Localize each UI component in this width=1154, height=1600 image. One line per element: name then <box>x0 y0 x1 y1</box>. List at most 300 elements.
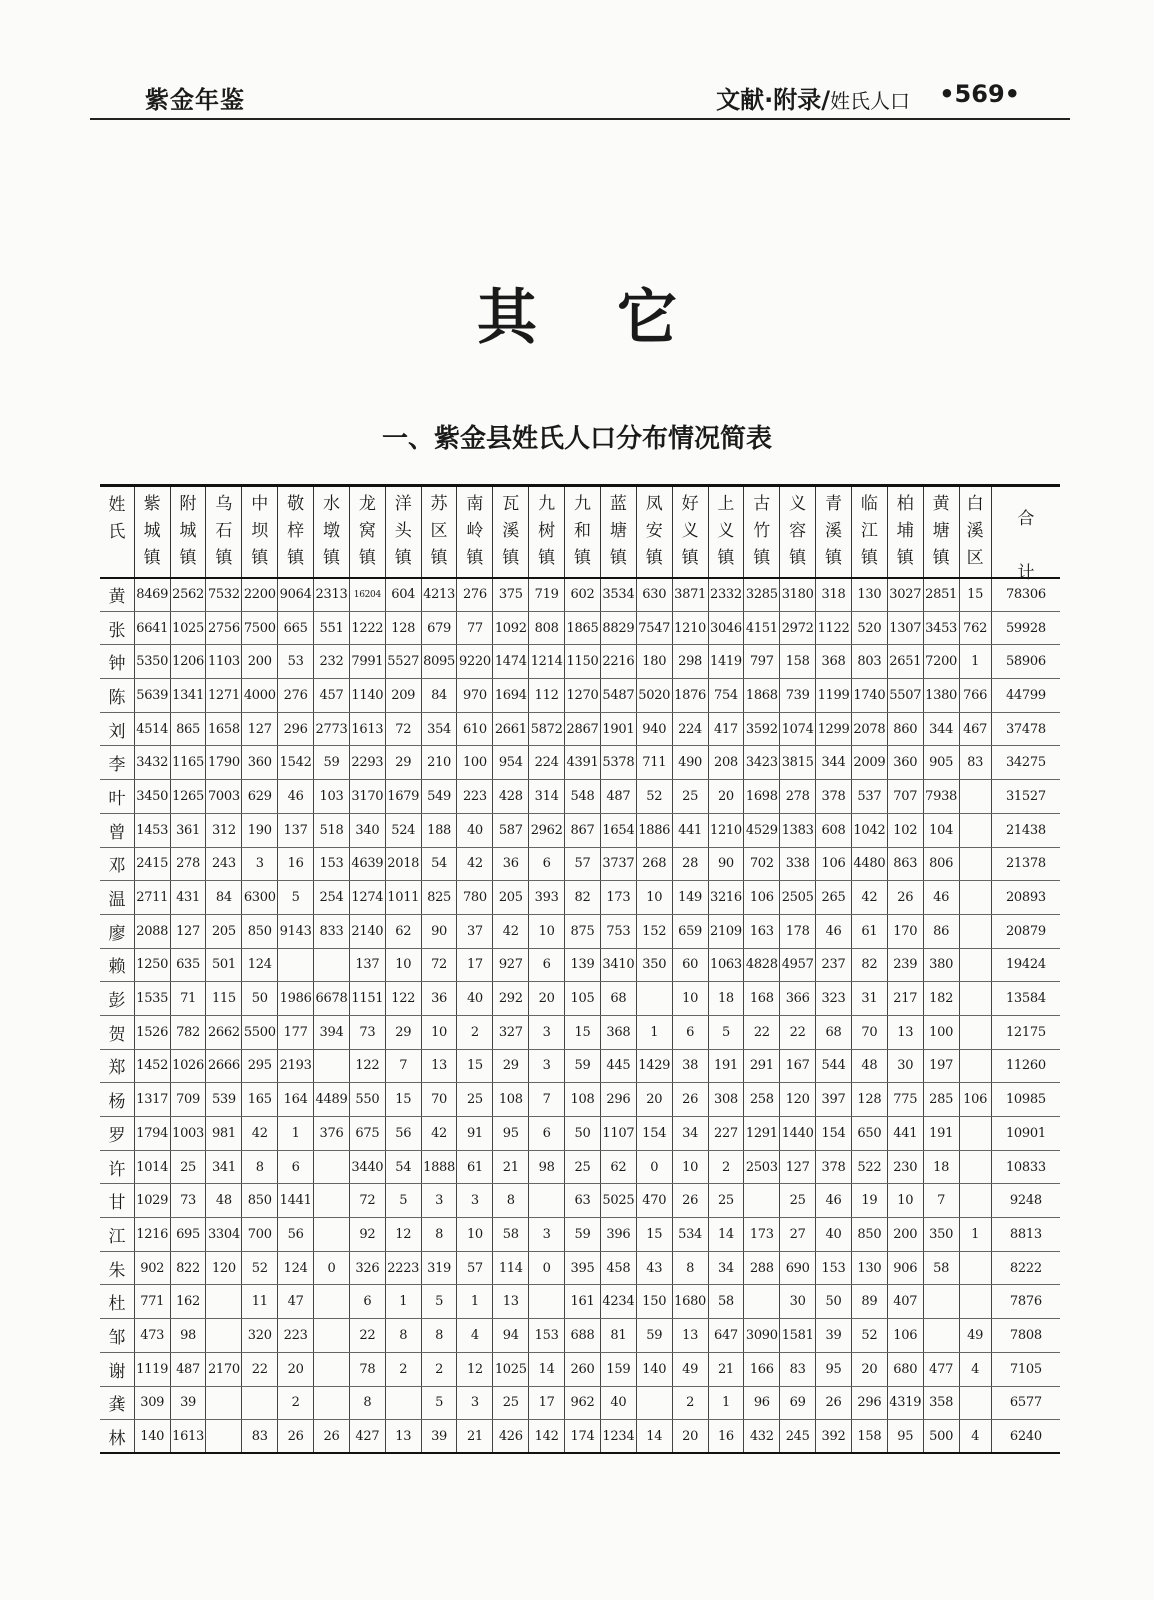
value-cell: 180 <box>636 645 672 679</box>
table-row <box>100 982 1060 1016</box>
total-cell: 37478 <box>991 712 1060 746</box>
value-cell: 11 <box>242 1285 278 1319</box>
value-cell: 680 <box>887 1352 923 1386</box>
book-title: 紫金年鉴 <box>145 86 245 114</box>
total-cell: 10833 <box>991 1150 1060 1184</box>
total-cell: 7876 <box>991 1285 1060 1319</box>
surname-cell: 黄 <box>100 578 134 612</box>
value-cell: 6 <box>672 1015 708 1049</box>
value-cell: 239 <box>887 948 923 982</box>
value-cell: 2332 <box>708 578 744 612</box>
value-cell: 428 <box>493 780 529 814</box>
value-cell: 1868 <box>744 679 780 713</box>
value-cell: 0 <box>636 1150 672 1184</box>
value-cell: 59 <box>565 1049 601 1083</box>
value-cell: 40 <box>816 1218 852 1252</box>
value-cell: 278 <box>780 780 816 814</box>
value-cell: 326 <box>349 1251 385 1285</box>
value-cell: 36 <box>493 847 529 881</box>
value-cell: 1122 <box>816 611 852 645</box>
value-cell: 2 <box>457 1015 493 1049</box>
column-header-label: 洋头镇 <box>394 494 412 569</box>
column-header <box>457 486 493 578</box>
value-cell: 2666 <box>206 1049 242 1083</box>
value-cell: 395 <box>565 1251 601 1285</box>
value-cell: 20 <box>529 982 565 1016</box>
value-cell: 83 <box>242 1420 278 1454</box>
value-cell: 2313 <box>314 578 350 612</box>
value-cell: 970 <box>457 679 493 713</box>
value-cell: 4828 <box>744 948 780 982</box>
value-cell: 21 <box>457 1420 493 1454</box>
value-cell: 981 <box>206 1117 242 1151</box>
value-cell: 31 <box>851 982 887 1016</box>
surname-cell: 江 <box>100 1218 134 1252</box>
value-cell: 182 <box>923 982 959 1016</box>
value-cell: 1307 <box>887 611 923 645</box>
value-cell: 5025 <box>600 1184 636 1218</box>
value-cell: 825 <box>421 881 457 915</box>
value-cell: 2503 <box>744 1150 780 1184</box>
column-header-label: 九树镇 <box>538 494 556 569</box>
value-cell: 0 <box>314 1251 350 1285</box>
value-cell: 1429 <box>636 1049 672 1083</box>
value-cell: 15 <box>385 1083 421 1117</box>
value-cell: 245 <box>780 1420 816 1454</box>
value-cell: 2505 <box>780 881 816 915</box>
surname-cell: 许 <box>100 1150 134 1184</box>
value-cell <box>744 1285 780 1319</box>
value-cell: 1698 <box>744 780 780 814</box>
value-cell: 288 <box>744 1251 780 1285</box>
value-cell: 962 <box>565 1386 601 1420</box>
value-cell: 2293 <box>349 746 385 780</box>
value-cell: 537 <box>851 780 887 814</box>
surname-header <box>100 486 134 578</box>
value-cell: 695 <box>170 1218 206 1252</box>
value-cell: 5 <box>385 1184 421 1218</box>
value-cell: 4 <box>959 1352 991 1386</box>
value-cell: 659 <box>672 914 708 948</box>
table-row <box>100 1049 1060 1083</box>
value-cell <box>314 1150 350 1184</box>
value-cell: 312 <box>206 813 242 847</box>
value-cell: 140 <box>636 1352 672 1386</box>
value-cell: 38 <box>672 1049 708 1083</box>
column-header <box>923 486 959 578</box>
value-cell: 128 <box>385 611 421 645</box>
value-cell: 1 <box>457 1285 493 1319</box>
value-cell <box>959 914 991 948</box>
value-cell: 92 <box>349 1218 385 1252</box>
value-cell: 7 <box>529 1083 565 1117</box>
surname-cell: 廖 <box>100 914 134 948</box>
column-header-label: 临江镇 <box>860 494 878 569</box>
value-cell: 114 <box>493 1251 529 1285</box>
value-cell: 7532 <box>206 578 242 612</box>
column-header-label: 龙窝镇 <box>358 494 376 569</box>
value-cell: 153 <box>314 847 350 881</box>
value-cell: 7 <box>385 1049 421 1083</box>
value-cell: 2867 <box>565 712 601 746</box>
value-cell: 8 <box>672 1251 708 1285</box>
value-cell: 441 <box>887 1117 923 1151</box>
table-body <box>100 578 1060 1454</box>
value-cell: 73 <box>170 1184 206 1218</box>
value-cell: 22 <box>242 1352 278 1386</box>
value-cell: 2651 <box>887 645 923 679</box>
value-cell <box>314 1352 350 1386</box>
value-cell: 46 <box>816 1184 852 1218</box>
value-cell: 1003 <box>170 1117 206 1151</box>
value-cell <box>959 1049 991 1083</box>
value-cell: 1542 <box>278 746 314 780</box>
value-cell: 604 <box>385 578 421 612</box>
column-header-label: 蓝塘镇 <box>609 494 627 569</box>
value-cell <box>959 847 991 881</box>
value-cell: 120 <box>206 1251 242 1285</box>
value-cell: 29 <box>385 1015 421 1049</box>
value-cell: 1440 <box>780 1117 816 1151</box>
value-cell: 1694 <box>493 679 529 713</box>
total-cell: 19424 <box>991 948 1060 982</box>
value-cell: 2773 <box>314 712 350 746</box>
value-cell: 340 <box>349 813 385 847</box>
value-cell: 3453 <box>923 611 959 645</box>
value-cell: 108 <box>565 1083 601 1117</box>
value-cell: 3534 <box>600 578 636 612</box>
value-cell: 754 <box>708 679 744 713</box>
value-cell: 178 <box>780 914 816 948</box>
total-cell: 44799 <box>991 679 1060 713</box>
value-cell: 6 <box>529 847 565 881</box>
value-cell: 164 <box>278 1083 314 1117</box>
total-cell: 8222 <box>991 1251 1060 1285</box>
value-cell: 54 <box>385 1150 421 1184</box>
value-cell: 711 <box>636 746 672 780</box>
value-cell: 296 <box>278 712 314 746</box>
value-cell: 167 <box>780 1049 816 1083</box>
value-cell: 57 <box>457 1251 493 1285</box>
column-header-label: 紫城镇 <box>143 494 161 569</box>
column-header-label: 白溪区 <box>966 494 984 569</box>
value-cell: 10 <box>421 1015 457 1049</box>
value-cell: 376 <box>314 1117 350 1151</box>
value-cell <box>314 1285 350 1319</box>
column-header-label: 古竹镇 <box>753 494 771 569</box>
value-cell: 59 <box>565 1218 601 1252</box>
value-cell: 295 <box>242 1049 278 1083</box>
column-header-label: 柏埔镇 <box>896 494 914 569</box>
value-cell: 8 <box>242 1150 278 1184</box>
value-cell: 665 <box>278 611 314 645</box>
value-cell: 90 <box>421 914 457 948</box>
value-cell: 344 <box>923 712 959 746</box>
value-cell: 2170 <box>206 1352 242 1386</box>
value-cell <box>959 1184 991 1218</box>
value-cell: 25 <box>565 1150 601 1184</box>
value-cell: 707 <box>887 780 923 814</box>
value-cell: 15 <box>959 578 991 612</box>
value-cell: 130 <box>851 578 887 612</box>
value-cell: 58 <box>923 1251 959 1285</box>
value-cell: 3871 <box>672 578 708 612</box>
value-cell: 1453 <box>134 813 170 847</box>
value-cell: 2962 <box>529 813 565 847</box>
column-header-label: 敬梓镇 <box>287 494 305 569</box>
value-cell: 650 <box>851 1117 887 1151</box>
column-header-label: 乌石镇 <box>215 494 233 569</box>
value-cell: 95 <box>493 1117 529 1151</box>
value-cell: 524 <box>385 813 421 847</box>
value-cell: 48 <box>851 1049 887 1083</box>
value-cell: 2661 <box>493 712 529 746</box>
value-cell <box>959 881 991 915</box>
value-cell: 3027 <box>887 578 923 612</box>
total-cell: 59928 <box>991 611 1060 645</box>
table-row <box>100 1218 1060 1252</box>
value-cell: 4391 <box>565 746 601 780</box>
total-cell: 10901 <box>991 1117 1060 1151</box>
value-cell: 34 <box>672 1117 708 1151</box>
value-cell: 4529 <box>744 813 780 847</box>
value-cell: 1341 <box>170 679 206 713</box>
total-cell: 20893 <box>991 881 1060 915</box>
surname-cell: 罗 <box>100 1117 134 1151</box>
value-cell: 50 <box>816 1285 852 1319</box>
value-cell: 1 <box>959 645 991 679</box>
value-cell: 1165 <box>170 746 206 780</box>
value-cell: 1042 <box>851 813 887 847</box>
value-cell: 906 <box>887 1251 923 1285</box>
value-cell: 5 <box>278 881 314 915</box>
value-cell: 7938 <box>923 780 959 814</box>
table-row <box>100 780 1060 814</box>
value-cell: 153 <box>529 1319 565 1353</box>
value-cell: 91 <box>457 1117 493 1151</box>
value-cell: 106 <box>959 1083 991 1117</box>
value-cell: 709 <box>170 1083 206 1117</box>
value-cell: 1679 <box>385 780 421 814</box>
column-header <box>242 486 278 578</box>
value-cell: 380 <box>923 948 959 982</box>
value-cell: 130 <box>851 1251 887 1285</box>
value-cell: 441 <box>672 813 708 847</box>
value-cell: 191 <box>708 1049 744 1083</box>
column-header <box>672 486 708 578</box>
table-row <box>100 1083 1060 1117</box>
value-cell: 105 <box>565 982 601 1016</box>
value-cell: 1151 <box>349 982 385 1016</box>
value-cell: 52 <box>636 780 672 814</box>
value-cell: 20 <box>672 1420 708 1454</box>
value-cell: 3180 <box>780 578 816 612</box>
value-cell: 1888 <box>421 1150 457 1184</box>
value-cell: 2088 <box>134 914 170 948</box>
value-cell: 162 <box>170 1285 206 1319</box>
value-cell: 1886 <box>636 813 672 847</box>
value-cell: 25 <box>457 1083 493 1117</box>
value-cell: 10 <box>887 1184 923 1218</box>
value-cell: 128 <box>851 1083 887 1117</box>
value-cell: 2009 <box>851 746 887 780</box>
value-cell: 42 <box>851 881 887 915</box>
value-cell: 1210 <box>672 611 708 645</box>
value-cell: 7547 <box>636 611 672 645</box>
value-cell: 407 <box>887 1285 923 1319</box>
value-cell: 26 <box>672 1184 708 1218</box>
value-cell: 2 <box>421 1352 457 1386</box>
value-cell: 278 <box>170 847 206 881</box>
value-cell: 49 <box>959 1319 991 1353</box>
total-cell: 6577 <box>991 1386 1060 1420</box>
value-cell: 1613 <box>349 712 385 746</box>
column-header <box>421 486 457 578</box>
value-cell: 43 <box>636 1251 672 1285</box>
value-cell: 8 <box>421 1218 457 1252</box>
value-cell: 1474 <box>493 645 529 679</box>
surname-cell: 赖 <box>100 948 134 982</box>
value-cell: 1214 <box>529 645 565 679</box>
value-cell: 775 <box>887 1083 923 1117</box>
value-cell: 4489 <box>314 1083 350 1117</box>
value-cell: 1452 <box>134 1049 170 1083</box>
value-cell: 392 <box>816 1420 852 1454</box>
value-cell: 2 <box>672 1386 708 1420</box>
value-cell: 26 <box>816 1386 852 1420</box>
value-cell: 1206 <box>170 645 206 679</box>
table-title: 一、紫金县姓氏人口分布情况简表 <box>381 424 772 454</box>
value-cell: 1026 <box>170 1049 206 1083</box>
value-cell: 739 <box>780 679 816 713</box>
value-cell <box>206 1386 242 1420</box>
value-cell: 29 <box>385 746 421 780</box>
column-header <box>134 486 170 578</box>
value-cell: 17 <box>457 948 493 982</box>
column-header-label: 附城镇 <box>179 494 197 569</box>
value-cell: 8 <box>385 1319 421 1353</box>
table-row <box>100 746 1060 780</box>
value-cell: 53 <box>278 645 314 679</box>
value-cell: 10 <box>636 881 672 915</box>
value-cell: 49 <box>672 1352 708 1386</box>
value-cell: 780 <box>457 881 493 915</box>
surname-cell: 龚 <box>100 1386 134 1420</box>
value-cell: 808 <box>529 611 565 645</box>
value-cell: 42 <box>457 847 493 881</box>
value-cell: 344 <box>816 746 852 780</box>
value-cell: 432 <box>744 1420 780 1454</box>
value-cell: 4000 <box>242 679 278 713</box>
value-cell: 518 <box>314 813 350 847</box>
value-cell: 5507 <box>887 679 923 713</box>
value-cell: 3 <box>457 1386 493 1420</box>
value-cell: 42 <box>242 1117 278 1151</box>
value-cell: 2140 <box>349 914 385 948</box>
total-cell: 13584 <box>991 982 1060 1016</box>
value-cell: 647 <box>708 1319 744 1353</box>
value-cell <box>242 1386 278 1420</box>
value-cell: 265 <box>816 881 852 915</box>
value-cell: 96 <box>744 1386 780 1420</box>
total-cell: 31527 <box>991 780 1060 814</box>
value-cell: 2018 <box>385 847 421 881</box>
table-row <box>100 1184 1060 1218</box>
value-cell: 254 <box>314 881 350 915</box>
value-cell: 1658 <box>206 712 242 746</box>
table-row <box>100 948 1060 982</box>
table-row <box>100 1420 1060 1454</box>
table-row <box>100 1150 1060 1184</box>
table-row <box>100 611 1060 645</box>
value-cell: 8 <box>421 1319 457 1353</box>
value-cell: 16204 <box>349 578 385 612</box>
value-cell: 72 <box>349 1184 385 1218</box>
value-cell: 766 <box>959 679 991 713</box>
value-cell: 137 <box>349 948 385 982</box>
value-cell: 100 <box>457 746 493 780</box>
value-cell: 21 <box>708 1352 744 1386</box>
value-cell <box>206 1319 242 1353</box>
value-cell: 25 <box>493 1386 529 1420</box>
value-cell: 368 <box>600 1015 636 1049</box>
value-cell: 39 <box>421 1420 457 1454</box>
value-cell: 3450 <box>134 780 170 814</box>
value-cell: 20 <box>278 1352 314 1386</box>
value-cell: 688 <box>565 1319 601 1353</box>
value-cell: 62 <box>600 1150 636 1184</box>
value-cell: 1216 <box>134 1218 170 1252</box>
value-cell: 26 <box>314 1420 350 1454</box>
table-row <box>100 1285 1060 1319</box>
value-cell: 3592 <box>744 712 780 746</box>
surname-cell: 李 <box>100 746 134 780</box>
value-cell: 782 <box>170 1015 206 1049</box>
table-row <box>100 1251 1060 1285</box>
value-cell: 205 <box>206 914 242 948</box>
value-cell: 25 <box>672 780 708 814</box>
value-cell: 103 <box>314 780 350 814</box>
value-cell: 82 <box>851 948 887 982</box>
value-cell: 104 <box>923 813 959 847</box>
value-cell: 20 <box>636 1083 672 1117</box>
value-cell <box>314 1386 350 1420</box>
value-cell <box>278 948 314 982</box>
value-cell: 14 <box>636 1420 672 1454</box>
value-cell: 610 <box>457 712 493 746</box>
value-cell: 1199 <box>816 679 852 713</box>
value-cell: 232 <box>314 645 350 679</box>
value-cell: 46 <box>278 780 314 814</box>
value-cell: 1613 <box>170 1420 206 1454</box>
value-cell: 1103 <box>206 645 242 679</box>
column-header-label: 九和镇 <box>573 494 591 569</box>
table-row <box>100 679 1060 713</box>
value-cell: 12 <box>385 1218 421 1252</box>
value-cell: 42 <box>493 914 529 948</box>
value-cell: 1271 <box>206 679 242 713</box>
value-cell: 690 <box>780 1251 816 1285</box>
value-cell: 548 <box>565 780 601 814</box>
value-cell: 5378 <box>600 746 636 780</box>
value-cell: 292 <box>493 982 529 1016</box>
value-cell: 6678 <box>314 982 350 1016</box>
value-cell: 396 <box>600 1218 636 1252</box>
value-cell: 3410 <box>600 948 636 982</box>
value-cell: 6 <box>529 1117 565 1151</box>
value-cell: 276 <box>278 679 314 713</box>
value-cell: 762 <box>959 611 991 645</box>
